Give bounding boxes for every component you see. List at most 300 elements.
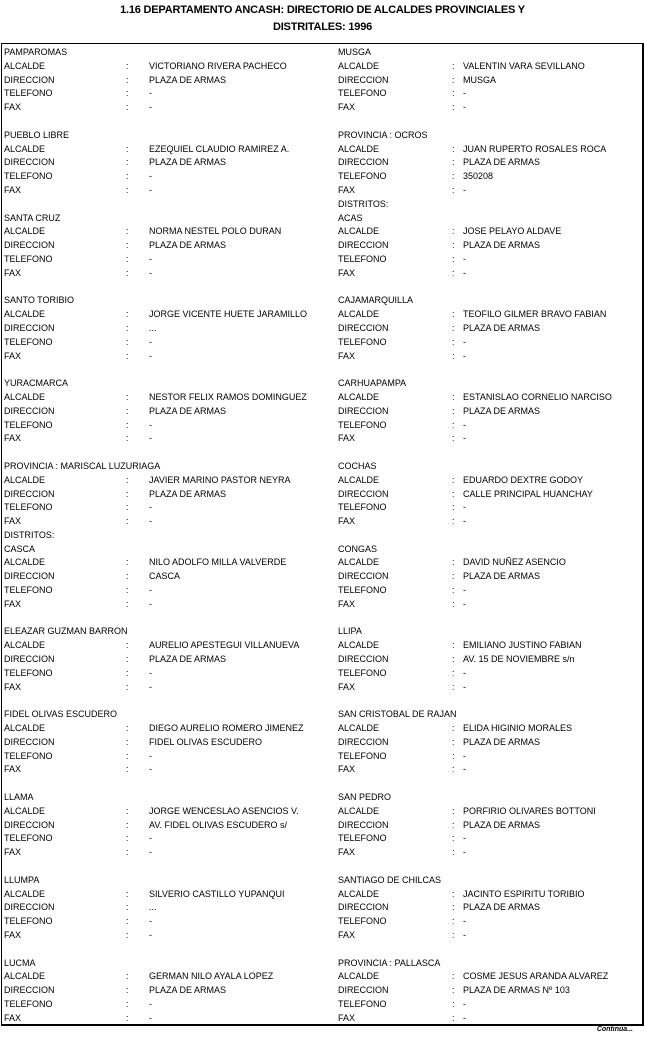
municipality-entry — [4, 377, 334, 460]
field-label: TELEFONO — [338, 833, 387, 844]
field-label: TELEFONO — [4, 502, 53, 513]
field-label: ALCALDE — [4, 143, 46, 154]
field-value-direccion: FIDEL OLIVAS ESCUDERO — [149, 736, 263, 747]
field-row-telefono — [4, 667, 334, 681]
field-label: FAX — [338, 267, 356, 278]
field-colon: : — [452, 309, 455, 320]
field-label: FAX — [4, 930, 22, 940]
field-row-fax — [4, 763, 334, 777]
field-label: TELEFONO — [4, 750, 53, 761]
field-colon: : — [452, 60, 455, 71]
field-colon: : — [126, 902, 129, 913]
blank-row — [338, 694, 638, 708]
field-label: ALCALDE — [338, 805, 380, 816]
field-row-alcalde — [4, 556, 334, 570]
blank-row — [338, 529, 638, 543]
field-value-alcalde: ELIDA HIGINIO MORALES — [463, 723, 573, 734]
field-value-alcalde: JUAN RUPERTO ROSALES ROCA — [463, 143, 607, 154]
municipality-name: YURACMARCA — [4, 378, 69, 389]
field-row-fax — [4, 267, 334, 281]
field-colon: : — [452, 474, 455, 485]
field-label: ALCALDE — [338, 309, 380, 320]
entry-header — [338, 625, 638, 639]
field-row-telefono — [338, 501, 638, 515]
field-value-telefono: - — [463, 253, 466, 264]
blank-row — [338, 777, 638, 791]
field-colon: : — [126, 184, 129, 195]
field-value-direccion: PLAZA DE ARMAS — [463, 902, 541, 913]
field-row-alcalde — [4, 722, 334, 736]
field-row-alcalde — [338, 143, 638, 157]
entry-header — [4, 708, 334, 722]
field-value-telefono: - — [463, 336, 466, 347]
field-label: ALCALDE — [4, 805, 46, 816]
field-row-fax — [338, 515, 638, 529]
field-row-alcalde — [338, 805, 638, 819]
entry-header — [338, 708, 638, 722]
field-value-direccion: PLAZA DE ARMAS — [463, 322, 541, 333]
field-colon: : — [126, 571, 129, 582]
field-row-telefono — [338, 667, 638, 681]
municipality-name: ACAS — [338, 212, 363, 223]
field-row-alcalde — [4, 888, 334, 902]
blank-row — [4, 612, 334, 626]
field-value-alcalde: NILO ADOLFO MILLA VALVERDE — [149, 557, 287, 568]
field-label: FAX — [4, 102, 22, 113]
field-label: FAX — [338, 764, 356, 775]
entry-header — [4, 46, 334, 60]
field-colon: : — [126, 654, 129, 665]
blank-row — [4, 943, 334, 957]
field-colon: : — [126, 819, 129, 830]
field-label: FAX — [4, 598, 22, 609]
field-label: FAX — [4, 516, 22, 527]
field-value-direccion: AV. FIDEL OLIVAS ESCUDERO s/ — [149, 819, 288, 830]
municipality-entry — [4, 791, 334, 874]
field-value-alcalde: GERMAN NILO AYALA LOPEZ — [149, 971, 274, 982]
field-value-alcalde: ESTANISLAO CORNELIO NARCISO — [463, 391, 612, 402]
field-row-fax — [338, 101, 638, 115]
field-label: FAX — [4, 433, 22, 444]
field-row-fax — [4, 929, 334, 943]
field-colon: : — [452, 667, 455, 678]
field-colon: : — [452, 240, 455, 251]
field-row-telefono — [4, 170, 334, 184]
field-row-alcalde — [338, 888, 638, 902]
field-colon: : — [126, 102, 129, 113]
entry-header — [4, 129, 334, 143]
field-colon: : — [452, 226, 455, 237]
field-label: DIRECCION — [338, 488, 389, 499]
field-value-alcalde: NESTOR FELIX RAMOS DOMINGUEZ — [149, 391, 307, 402]
field-colon: : — [126, 930, 129, 940]
field-row-fax — [4, 184, 334, 198]
field-colon: : — [126, 322, 129, 333]
field-colon: : — [452, 571, 455, 582]
continued-note: Continúa... — [596, 1026, 633, 1033]
field-row-fax — [4, 681, 334, 695]
field-label: ALCALDE — [338, 143, 380, 154]
field-value-telefono: - — [463, 419, 466, 430]
field-value-fax: - — [463, 598, 466, 609]
field-value-telefono: - — [149, 585, 152, 596]
field-colon: : — [126, 240, 129, 251]
blank-row — [4, 777, 334, 791]
field-label: TELEFONO — [4, 419, 53, 430]
entry-header — [4, 212, 334, 226]
municipality-entry — [338, 874, 638, 957]
field-label: FAX — [4, 764, 22, 775]
field-value-alcalde: JORGE WENCESLAO ASENCIOS V. — [149, 805, 299, 816]
field-colon: : — [452, 985, 455, 996]
field-value-fax: - — [149, 681, 152, 692]
field-label: FAX — [338, 102, 356, 113]
entry-header — [338, 294, 638, 308]
field-label: FAX — [338, 516, 356, 527]
field-row-fax — [338, 350, 638, 364]
field-row-direccion — [4, 239, 334, 253]
municipality-name: PROVINCIA : OCROS — [338, 129, 428, 140]
blank-row — [338, 363, 638, 377]
field-row-telefono — [338, 915, 638, 929]
entry-header — [4, 543, 334, 557]
distritos-label: DISTRITOS: — [4, 529, 55, 540]
municipality-entry — [4, 543, 334, 626]
field-row-fax — [338, 184, 638, 198]
field-value-telefono: - — [149, 833, 152, 844]
field-colon: : — [452, 336, 455, 347]
field-row-alcalde — [338, 308, 638, 322]
field-value-telefono: - — [149, 667, 152, 678]
field-row-direccion — [338, 570, 638, 584]
municipality-name: SANTO TORIBIO — [4, 295, 75, 306]
field-value-direccion: PLAZA DE ARMAS — [149, 74, 227, 85]
field-row-fax — [338, 432, 638, 446]
field-colon: : — [452, 102, 455, 113]
field-label: ALCALDE — [4, 971, 46, 982]
field-label: ALCALDE — [338, 474, 380, 485]
field-value-direccion: PLAZA DE ARMAS Nº 103 — [463, 985, 570, 996]
field-colon: : — [126, 226, 129, 237]
field-label: FAX — [4, 847, 22, 858]
field-value-fax: - — [149, 184, 152, 195]
field-value-fax: - — [463, 847, 466, 858]
entry-header — [4, 957, 334, 971]
field-colon: : — [126, 916, 129, 927]
field-label: DIRECCION — [4, 157, 55, 168]
field-value-direccion: PLAZA DE ARMAS — [463, 571, 541, 582]
field-colon: : — [452, 419, 455, 430]
field-row-direccion — [4, 984, 334, 998]
field-label: FAX — [4, 350, 22, 361]
field-value-alcalde: EMILIANO JUSTINO FABIAN — [463, 640, 582, 651]
field-value-telefono: - — [149, 336, 152, 347]
field-row-alcalde — [4, 639, 334, 653]
blank-row — [4, 281, 334, 295]
municipality-name: LUCMA — [4, 957, 36, 968]
field-label: DIRECCION — [338, 157, 389, 168]
field-row-telefono — [4, 501, 334, 515]
field-label: ALCALDE — [4, 391, 46, 402]
field-label: DIRECCION — [338, 240, 389, 251]
field-label: DIRECCION — [338, 74, 389, 85]
field-label: DIRECCION — [4, 654, 55, 665]
field-label: ALCALDE — [338, 391, 380, 402]
field-row-fax — [4, 350, 334, 364]
field-row-telefono — [4, 87, 334, 101]
entry-header — [338, 791, 638, 805]
municipality-entry — [4, 129, 334, 212]
entry-header — [4, 625, 334, 639]
field-label: FAX — [338, 184, 356, 195]
field-row-alcalde — [338, 722, 638, 736]
field-value-fax: - — [149, 1012, 152, 1023]
directory-table — [1, 43, 644, 1026]
field-value-direccion: PLAZA DE ARMAS — [463, 736, 541, 747]
field-label: DIRECCION — [4, 736, 55, 747]
field-label: ALCALDE — [4, 888, 46, 899]
field-row-fax — [4, 1012, 334, 1026]
field-label: FAX — [4, 184, 22, 195]
field-row-fax — [338, 681, 638, 695]
field-label: ALCALDE — [338, 557, 380, 568]
entry-header — [4, 791, 334, 805]
distritos-label: DISTRITOS: — [338, 198, 389, 209]
field-value-telefono: - — [463, 833, 466, 844]
municipality-name: LLUMPA — [4, 874, 40, 885]
field-row-alcalde — [4, 60, 334, 74]
field-row-direccion — [4, 405, 334, 419]
field-value-direccion: PLAZA DE ARMAS — [149, 985, 227, 996]
field-row-fax — [338, 1012, 638, 1026]
field-colon: : — [452, 516, 455, 527]
field-row-direccion — [338, 819, 638, 833]
field-row-fax — [4, 101, 334, 115]
field-value-alcalde: TEOFILO GILMER BRAVO FABIAN — [463, 309, 607, 320]
field-label: DIRECCION — [4, 488, 55, 499]
field-row-fax — [4, 432, 334, 446]
field-value-alcalde: SILVERIO CASTILLO YUPANQUI — [149, 888, 285, 899]
field-colon: : — [452, 736, 455, 747]
field-row-direccion — [4, 901, 334, 915]
field-value-fax: - — [149, 598, 152, 609]
field-row-direccion — [338, 736, 638, 750]
field-colon: : — [126, 1012, 129, 1023]
field-value-telefono: - — [463, 667, 466, 678]
field-row-telefono — [338, 998, 638, 1012]
municipality-entry — [4, 294, 334, 377]
field-row-telefono — [4, 419, 334, 433]
field-row-telefono — [4, 998, 334, 1012]
field-row-alcalde — [338, 556, 638, 570]
field-row-fax — [338, 846, 638, 860]
municipality-entry — [338, 46, 638, 129]
field-label: TELEFONO — [4, 667, 53, 678]
municipality-name: SAN PEDRO — [338, 792, 392, 803]
distritos-heading — [338, 198, 638, 212]
field-row-direccion — [4, 322, 334, 336]
field-row-fax — [338, 267, 638, 281]
field-value-alcalde: EDUARDO DEXTRE GODOY — [463, 474, 584, 485]
field-colon: : — [452, 267, 455, 278]
field-value-fax: - — [149, 764, 152, 775]
right-column — [338, 46, 638, 1026]
entry-header — [338, 129, 638, 143]
field-row-telefono — [4, 915, 334, 929]
field-label: DIRECCION — [4, 74, 55, 85]
municipality-entry — [4, 46, 334, 129]
field-label: ALCALDE — [4, 640, 46, 651]
field-value-direccion: PLAZA DE ARMAS — [463, 157, 541, 168]
field-row-direccion — [338, 653, 638, 667]
field-label: FAX — [338, 681, 356, 692]
municipality-entry — [338, 377, 638, 460]
entry-header — [338, 46, 638, 60]
field-value-alcalde: JAVIER MARINO PASTOR NEYRA — [149, 474, 291, 485]
field-colon: : — [126, 143, 129, 154]
field-label: ALCALDE — [338, 226, 380, 237]
field-label: ALCALDE — [338, 60, 380, 71]
field-row-alcalde — [338, 60, 638, 74]
field-value-telefono: - — [149, 88, 152, 99]
field-value-direccion: ... — [149, 322, 157, 333]
municipality-name: LLAMA — [4, 792, 34, 803]
field-label: TELEFONO — [338, 171, 387, 182]
field-value-direccion: CALLE PRINCIPAL HUANCHAY — [463, 488, 593, 499]
municipality-entry — [338, 294, 638, 377]
blank-row — [4, 446, 334, 460]
field-colon: : — [126, 557, 129, 568]
field-label: DIRECCION — [338, 902, 389, 913]
field-colon: : — [452, 640, 455, 651]
field-colon: : — [126, 585, 129, 596]
field-label: DIRECCION — [338, 571, 389, 582]
field-colon: : — [126, 667, 129, 678]
field-colon: : — [452, 916, 455, 927]
field-value-alcalde: DIEGO AURELIO ROMERO JIMENEZ — [149, 723, 304, 734]
field-label: FAX — [338, 433, 356, 444]
field-row-alcalde — [338, 225, 638, 239]
field-colon: : — [452, 157, 455, 168]
entry-header — [4, 377, 334, 391]
field-value-alcalde: DAVID NUÑEZ ASENCIO — [463, 557, 566, 568]
field-label: DIRECCION — [4, 405, 55, 416]
field-colon: : — [126, 736, 129, 747]
field-value-telefono: - — [463, 585, 466, 596]
field-colon: : — [126, 253, 129, 264]
field-colon: : — [126, 681, 129, 692]
entry-header — [338, 957, 638, 971]
field-value-telefono: - — [463, 998, 466, 1009]
entry-header — [4, 294, 334, 308]
field-row-fax — [4, 846, 334, 860]
field-value-direccion: PLAZA DE ARMAS — [149, 157, 227, 168]
municipality-entry — [4, 957, 334, 1026]
field-value-fax: - — [149, 102, 152, 113]
field-colon: : — [452, 723, 455, 734]
page-title: 1.16 DEPARTAMENTO ANCASH: DIRECTORIO DE ALCALDES PROVINCIALES Y — [120, 4, 525, 16]
field-row-alcalde — [4, 391, 334, 405]
field-label: ALCALDE — [4, 226, 46, 237]
field-colon: : — [452, 888, 455, 899]
field-value-alcalde: JORGE VICENTE HUETE JARAMILLO — [149, 309, 308, 320]
municipality-name: PROVINCIA : MARISCAL LUZURIAGA — [4, 460, 161, 471]
blank-row — [338, 943, 638, 957]
field-label: DIRECCION — [4, 571, 55, 582]
entry-header — [338, 212, 638, 226]
field-row-telefono — [338, 87, 638, 101]
field-label: FAX — [338, 598, 356, 609]
field-label: TELEFONO — [338, 667, 387, 678]
municipality-entry — [4, 874, 334, 957]
field-label: DIRECCION — [4, 819, 55, 830]
field-label: TELEFONO — [338, 585, 387, 596]
field-label: TELEFONO — [4, 585, 53, 596]
field-label: DIRECCION — [338, 322, 389, 333]
field-row-fax — [338, 598, 638, 612]
field-label: ALCALDE — [4, 474, 46, 485]
municipality-entry — [4, 625, 334, 708]
field-row-direccion — [4, 736, 334, 750]
blank-row — [338, 446, 638, 460]
field-row-fax — [338, 763, 638, 777]
field-colon: : — [452, 88, 455, 99]
field-label: FAX — [338, 1012, 356, 1023]
field-colon: : — [126, 640, 129, 651]
field-label: ALCALDE — [4, 60, 46, 71]
field-colon: : — [126, 723, 129, 734]
field-colon: : — [452, 433, 455, 444]
field-label: DIRECCION — [338, 654, 389, 665]
field-row-alcalde — [4, 474, 334, 488]
field-row-telefono — [338, 419, 638, 433]
field-label: TELEFONO — [338, 88, 387, 99]
field-colon: : — [452, 143, 455, 154]
field-colon: : — [126, 488, 129, 499]
field-row-alcalde — [338, 639, 638, 653]
field-row-direccion — [338, 322, 638, 336]
field-label: DIRECCION — [4, 902, 55, 913]
field-row-telefono — [4, 336, 334, 350]
field-row-direccion — [4, 488, 334, 502]
field-value-fax: - — [463, 516, 466, 527]
field-value-fax: - — [463, 350, 466, 361]
field-value-direccion: PLAZA DE ARMAS — [149, 488, 227, 499]
field-row-alcalde — [338, 970, 638, 984]
field-label: FAX — [338, 930, 356, 940]
municipality-name: CASCA — [4, 543, 36, 554]
field-colon: : — [126, 847, 129, 858]
field-value-telefono: - — [149, 419, 152, 430]
field-colon: : — [452, 750, 455, 761]
municipality-name: FIDEL OLIVAS ESCUDERO — [4, 709, 118, 720]
field-row-direccion — [338, 405, 638, 419]
field-colon: : — [452, 681, 455, 692]
field-colon: : — [126, 60, 129, 71]
field-row-telefono — [338, 584, 638, 598]
field-row-fax — [338, 929, 638, 943]
field-label: TELEFONO — [4, 336, 53, 347]
page-subtitle: DISTRITALES: 1996 — [272, 21, 373, 33]
field-label: ALCALDE — [338, 723, 380, 734]
field-label: DIRECCION — [338, 405, 389, 416]
field-row-alcalde — [338, 474, 638, 488]
field-colon: : — [452, 171, 455, 182]
field-value-telefono: - — [463, 502, 466, 513]
blank-row — [338, 860, 638, 874]
field-colon: : — [126, 516, 129, 527]
field-colon: : — [452, 930, 455, 940]
